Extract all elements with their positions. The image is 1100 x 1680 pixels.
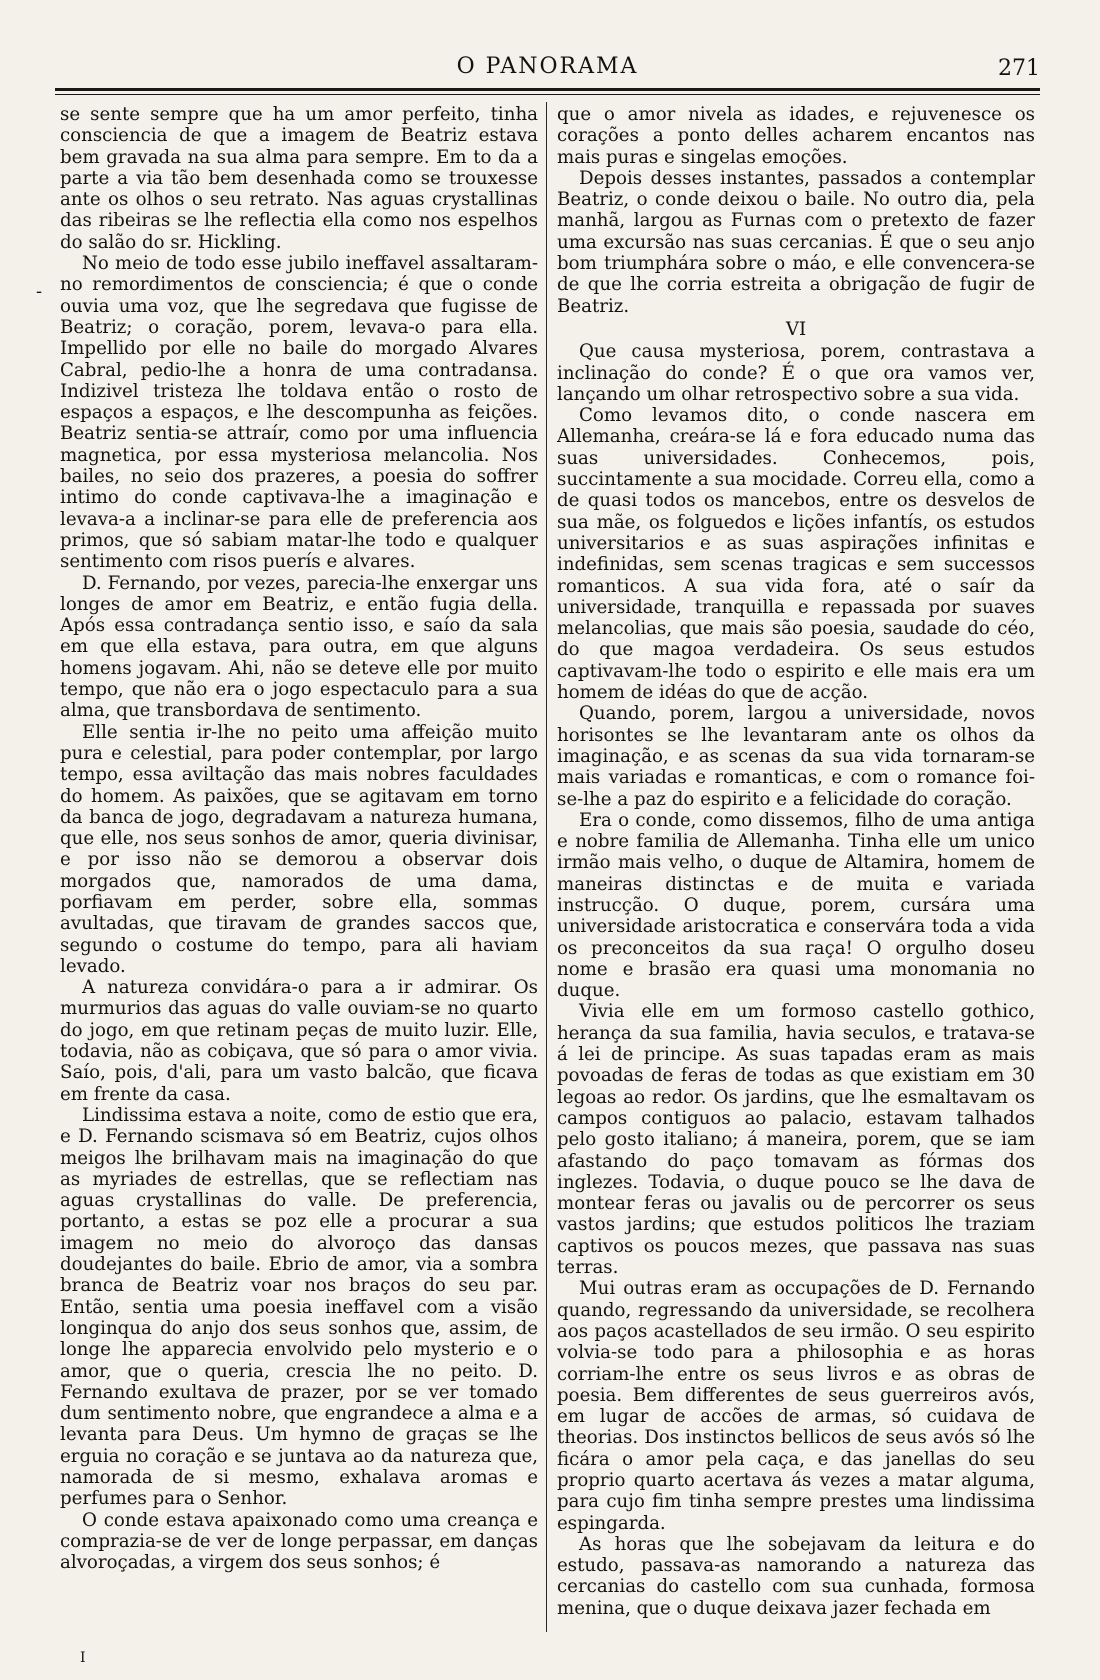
margin-dash-mark: - <box>36 281 43 302</box>
paragraph: No meio de todo esse jubilo ineffavel assaltaram-no remordimentos de consciencia; é que o conde ouvia uma voz, que lhe segredava que fugisse de Beatriz; o coração, porem, levava-o para ella. Impellido por elle no baile do morgado Alvares Cabral, pedio-lhe a honra de uma contradansa. Indizivel tristeza lhe toldava então o rosto de espaços a espaços, e lhe descompunha as feições. Beatriz sentia-se attraír, como por uma influencia magnetica, por essa mysteriosa melancolia. Nos bailes, no seio dos prazeres, a poesia do soffrer intimo do conde captivava-lhe a imaginação e levava-a a inclinar-se para elle de preferencia aos primos, que só sabiam matar-lhe todo e qualquer sentimento com risos puerís e alvares. <box>60 253 538 573</box>
paragraph: Lindissima estava a noite, como de estio que era, e D. Fernando scismava só em Beatriz, cujos olhos meigos lhe brilhavam mais na imaginação do que as myriades de estrellas, que se reflectiam nas aguas crystallinas do valle. De preferencia, portanto, a estas se poz elle a procurar a sua imagem no meio do alvoroço das dansas doudejantes do baile. Ebrio de amor, via a sombra branca de Beatriz voar nos braços do seu par. Então, sentia uma poesia ineffavel com a visão longinqua do anjo dos seus sonhos que, assim, de longe lhe apparecia envolvido pelo mysterio e o amor, que o queria, crescia lhe no peito. D. Fernando exultava de prazer, por se ver tomado dum sentimento nobre, que engrandece a alma e a levanta para Deus. Um hymno de graças se lhe erguia no coração e se juntava ao da natureza que, namorada de si mesmo, exhalava aromas e perfumes para o Senhor. <box>60 1104 538 1510</box>
paragraph: Mui outras eram as occupações de D. Fernando quando, regressando da universidade, se recolhera aos paços acastellados de seu irmão. O seu espirito volvia-se todo para a philosophia e as horas corriam-lhe entre os seus livros e as obras de poesia. Bem differentes de seus guerreiros avós, em lugar de accões de armas, só cuidava de theorias. Dos instinctos bellicos de seus avós só lhe ficára o amor pela caça, e das janellas do seu proprio quarto acertava ás vezes a matar alguma, para cujo fim tinha sempre prestes uma lindissima espingarda. <box>557 1278 1035 1534</box>
paragraph: As horas que lhe sobejavam da leitura e do estudo, passava-as namorando a natureza das cercanias do castello com sua cunhada, formosa menina, que o duque deixava jazer fechada em <box>557 1533 1035 1619</box>
section-heading: VI <box>785 318 807 340</box>
header-rule-thick <box>55 88 1040 91</box>
paragraph: Depois desses instantes, passados a contemplar Beatriz, o conde deixou o baile. No outro dia, pela manhã, largou as Furnas com o pretexto de fazer uma excursão nas suas cercanias. É que o seu anjo bom triumphára sobre o máo, e elle convencera-se de que lhe corria estreita a obrigação de fugir de Beatriz. <box>557 167 1035 317</box>
header-rule-thin <box>55 94 1040 95</box>
paragraph: se sente sempre que ha um amor perfeito, tinha consciencia de que a imagem de Beatriz estava bem gravada na sua alma para sempre. Em to da a parte a via tão bem desenhada como se trouxesse ante os olhos o seu retrato. Nas aguas crystallinas das ribeiras se lhe reflectia ella como nos espelhos do salão do sr. Hickling. <box>60 104 538 253</box>
paragraph: Elle sentia ir-lhe no peito uma affeição muito pura e celestial, para poder contemplar, por largo tempo, essa aviltação das mais nobres faculdades do homem. As paixões, que se agitavam em torno da banca de jogo, degradavam a natureza humana, que elle, nos seus sonhos de amor, queria divinisar, e por isso não se demorou a observar dois morgados que, namorados de uma dama, porfiavam em perder, sobre ella, sommas avultadas, que tiravam de grandes saccos que, segundo o costume do tempo, para ali haviam levado. <box>60 721 538 977</box>
paragraph: Que causa mysteriosa, porem, contrastava a inclinação do conde? É o que ora vamos ver, lançando um olhar retrospectivo sobre a sua vida. <box>557 341 1035 405</box>
paragraph: que o amor nivela as idades, e rejuvenesce os corações a ponto delles acharem encantos nas mais puras e singelas emoções. <box>557 104 1035 168</box>
paragraph: O conde estava apaixonado como uma creança e comprazia-se de ver de longe perpassar, em danças alvoroçadas, a virgem dos seus sonhos; é <box>60 1509 538 1574</box>
column-divider <box>546 102 547 1632</box>
paragraph: A natureza convidára-o para a ir admirar. Os murmurios das aguas do valle ouviam-se no quarto do jogo, em que retinam peças de muito luzir. Elle, todavia, não as cobiçava, que só para o amor vivia. Saío, pois, d'ali, para um vasto balcão, que ficava em frente da casa. <box>60 977 538 1105</box>
paragraph: Como levamos dito, o conde nascera em Allemanha, creára-se lá e fora educado numa das suas universidades. Conhecemos, pois, succintamente a sua mocidade. Correu ella, como a de quasi todos os mancebos, entre os desvelos de sua mãe, os folguedos e lições infantís, os estudos universitarios e as suas aspirações infinitas e indefinidas, sem scenas tragicas e sem successos romanticos. A sua vida fora, até o saír da universidade, tranquilla e repassada por suaves melancolias, que mais são poesia, saudade do céo, do que magoa verdadeira. Os seus estudos captivavam-lhe todo o espirito e elle mais era um homem de idéas do que de acção. <box>557 405 1035 704</box>
right-column <box>557 104 1035 1619</box>
page-header <box>55 52 1040 88</box>
left-column <box>60 104 538 1573</box>
paragraph: Vivia elle em um formoso castello gothico, herança da sua familia, havia seculos, e tratava-se á lei de principe. As suas tapadas eram as mais povoadas de feras de todas as que existiam em 30 legoas ao redor. Os jardins, que lhe esmaltavam os campos contiguos ao palacio, estavam talhados pelo gosto italiano; á maneira, porem, que se iam afastando do paço tomavam as fórmas dos inglezes. Todavia, o duque pouco se lhe dava de montear feras ou javalis ou de percorrer os seus vastos jardins; que estudos politicos lhe traziam captivos os poucos mezes, que passava nas suas terras. <box>557 1001 1035 1279</box>
paragraph: Era o conde, como dissemos, filho de uma antiga e nobre familia de Allemanha. Tinha elle um unico irmão mais velho, o duque de Altamira, homem de maneiras distinctas e de muita e variada instrucção. O duque, porem, cursára uma universidade aristocratica e conservára toda a vida os preconceitos da sua raça! O orgulho doseu nome e brasão era quasi uma monomania no duque. <box>557 809 1035 1002</box>
journal-title: O PANORAMA <box>456 54 639 79</box>
paragraph: Quando, porem, largou a universidade, novos horisontes se lhe levantaram ante os olhos da imaginação, e as scenas da sua vida tornaram-se mais variadas e romanticas, e com o romance foi-se-lhe a paz do espirito e a felicidade do coração. <box>557 703 1035 810</box>
bottom-margin-mark: I <box>80 1650 86 1666</box>
page-number: 271 <box>998 56 1040 81</box>
paragraph: D. Fernando, por vezes, parecia-lhe enxergar uns longes de amor em Beatriz, e então fugia della. Após essa contradança sentio isso, e saío da sala em que ella estava, para outra, em que alguns homens jogavam. Ahi, não se deteve elle por muito tempo, que não era o jogo espectaculo para a sua alma, que transbordava de sentimento. <box>60 572 538 722</box>
